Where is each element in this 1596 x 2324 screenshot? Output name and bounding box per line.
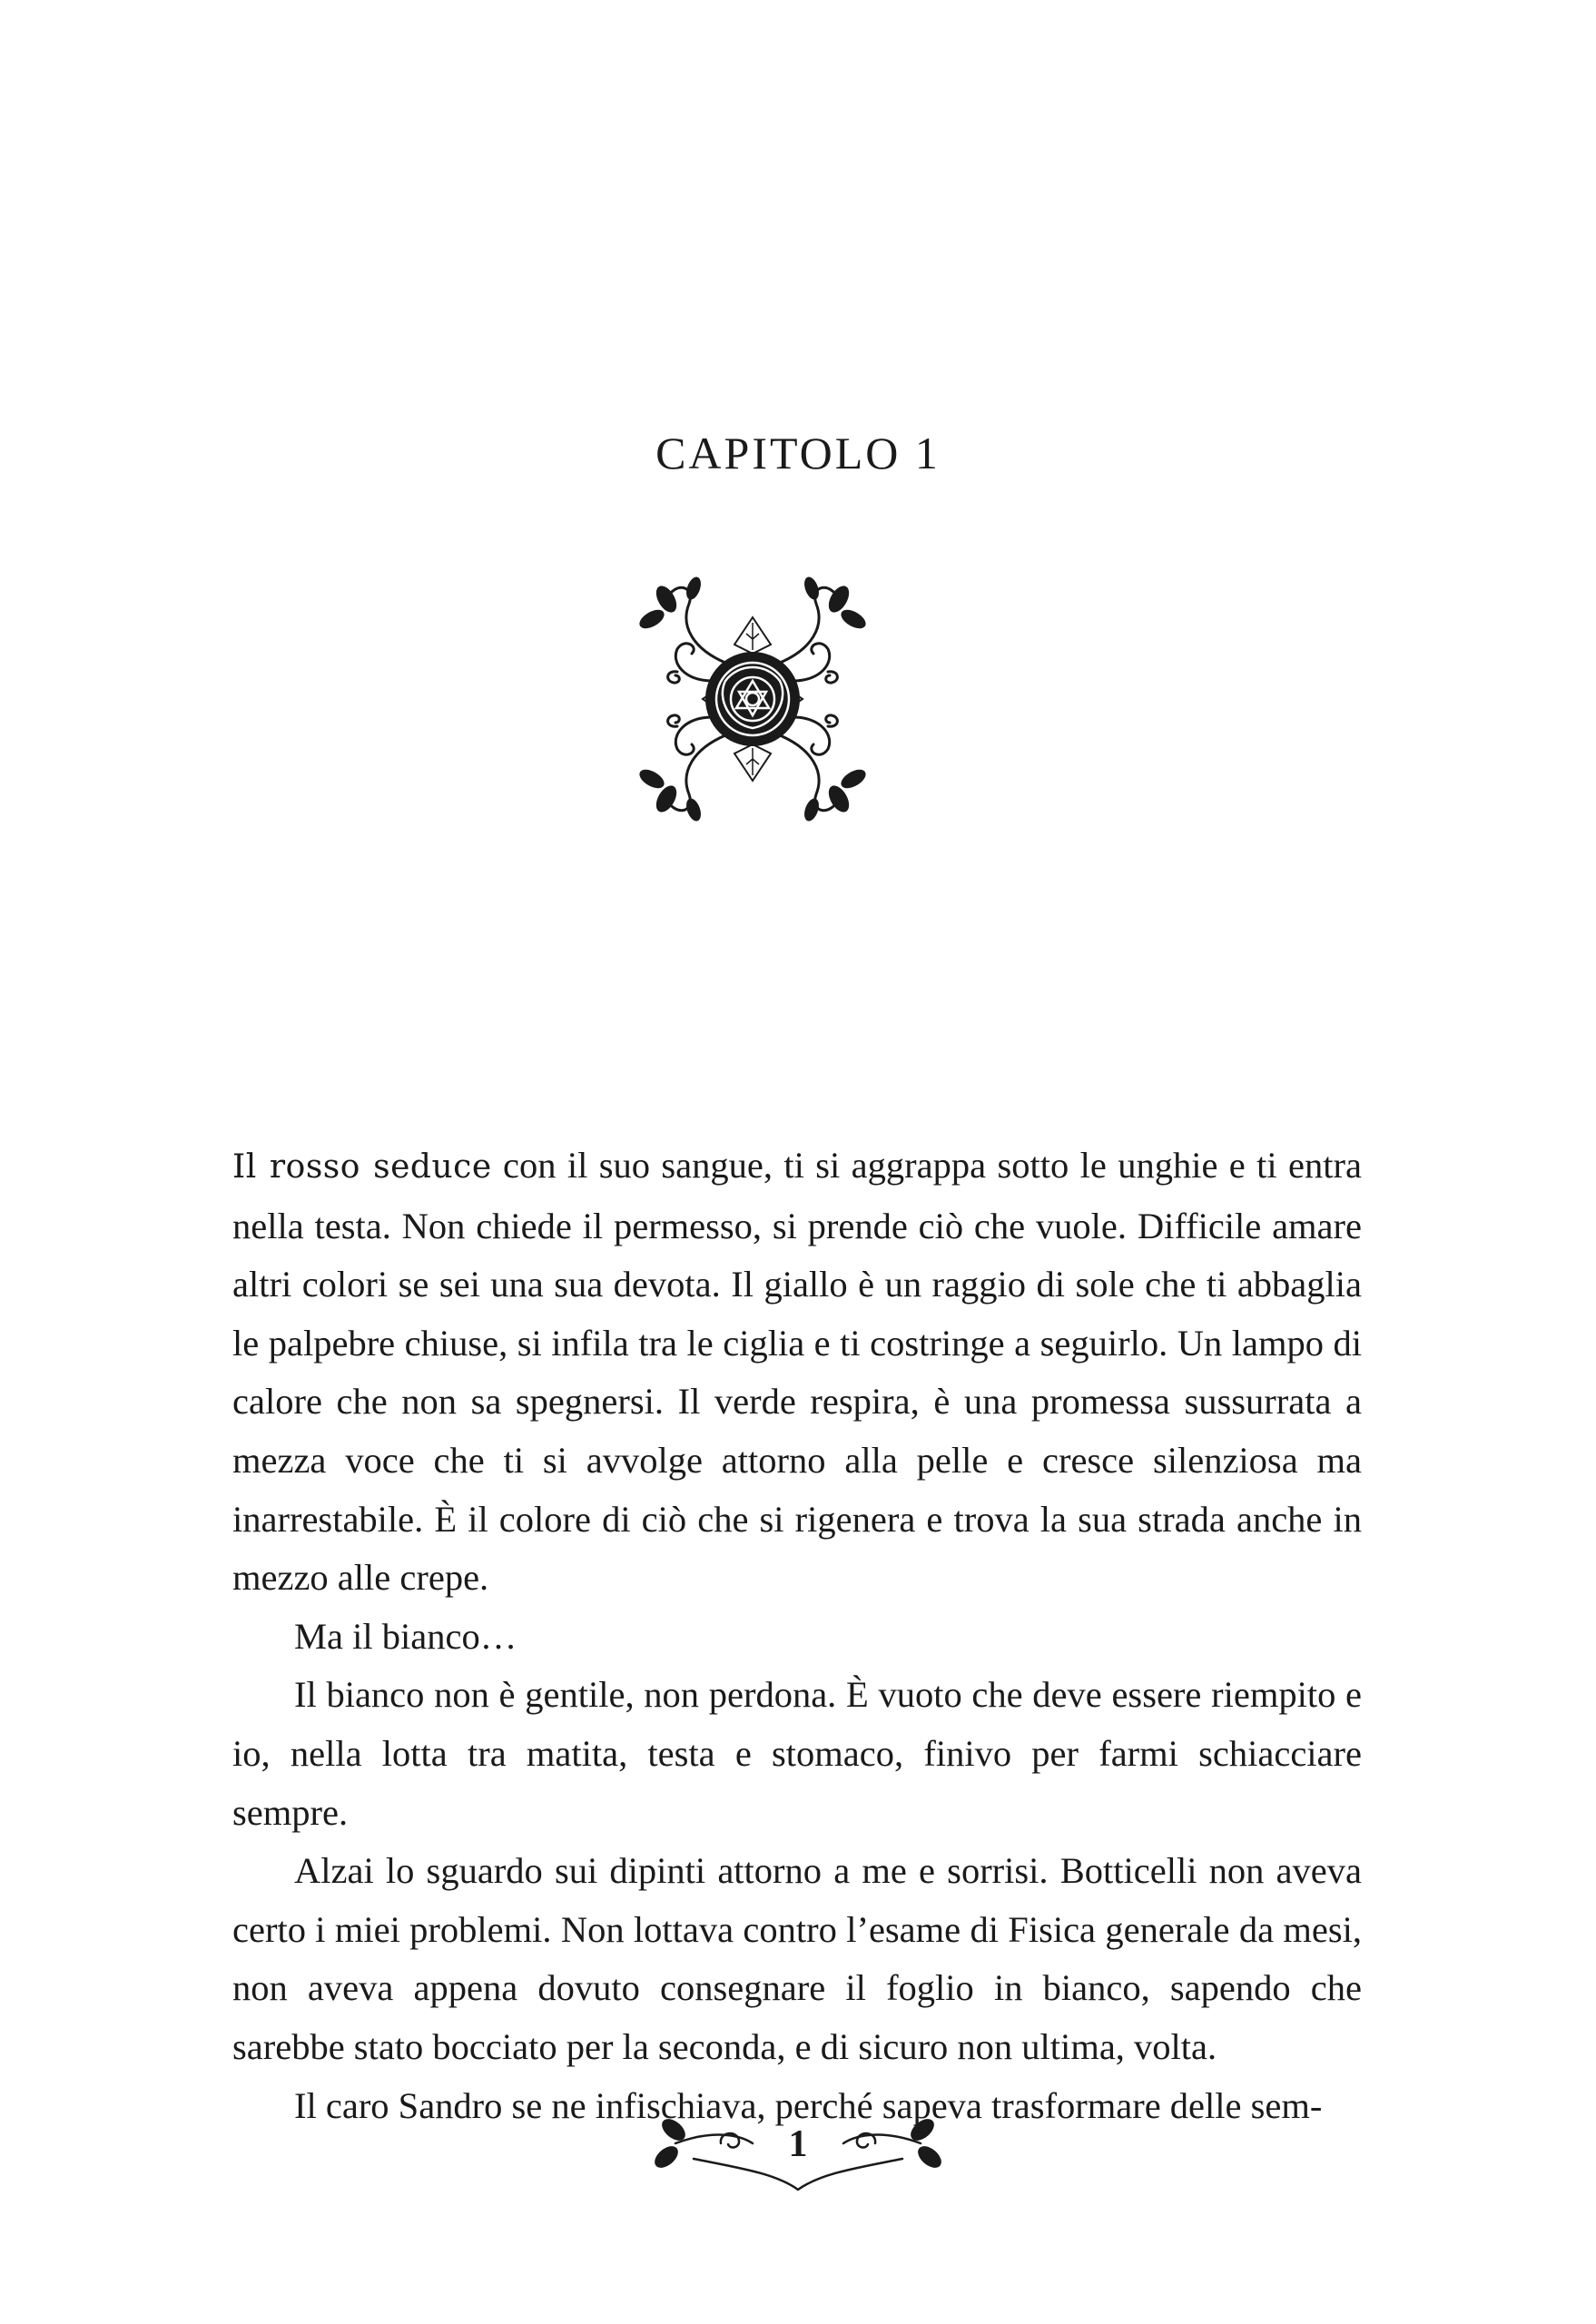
paragraph-lead-in: Il rosso seduce — [232, 1148, 492, 1186]
paragraph-4: Alzai lo sguardo sui dipinti attorno a me e sorrisi. Botticelli non aveva certo i miei problemi. Non lottava contro l’esame di Fisica generale da mesi, non aveva appena dovuto consegnare il foglio in bianco, sapendo che sarebbe stato bocciato per la seconda, e di sicuro non ultima, volta. — [232, 1850, 1362, 2067]
page-number: 1 — [788, 2123, 808, 2165]
paragraph-text: con il suo sangue, ti si aggrappa sotto le unghie e ti entra nella testa. Non chiede il permesso, si prende ciò che vuole. Difficile amare altri colori se sei una sua devota. Il giallo è un raggio di sole che ti abbaglia le palpebre chiuse, si infila tra le ciglia e ti costringe a seguirlo. Un lampo di calore che non sa spegnersi. Il verde respira, è una promessa sussurrata a mezza voce che ti si avvolge attorno alla pelle e cresce silenziosa ma inarrestabile. È il colore di ciò che si rigenera e trova la sua strada anche in mezzo alle crepe. — [232, 1145, 1362, 1599]
paragraph-1 — [232, 1137, 1362, 1608]
chapter-body-text — [232, 1137, 1362, 2135]
page-footer — [639, 2102, 957, 2202]
chapter-title: CAPITOLO 1 — [655, 428, 941, 478]
paragraph-3: Il bianco non è gentile, non perdona. È vuoto che deve essere riempito e io, nella lotta tra matita, testa e stomaco, finivo per farmi schiacciare sempre. — [232, 1674, 1362, 1833]
rose-vine-ornament-icon — [639, 563, 866, 835]
paragraph-2: Ma il bianco… — [294, 1615, 517, 1657]
paragraph-5: Il caro Sandro se ne infischiava, perché sapeva trasformare delle sem- — [294, 2084, 1323, 2126]
